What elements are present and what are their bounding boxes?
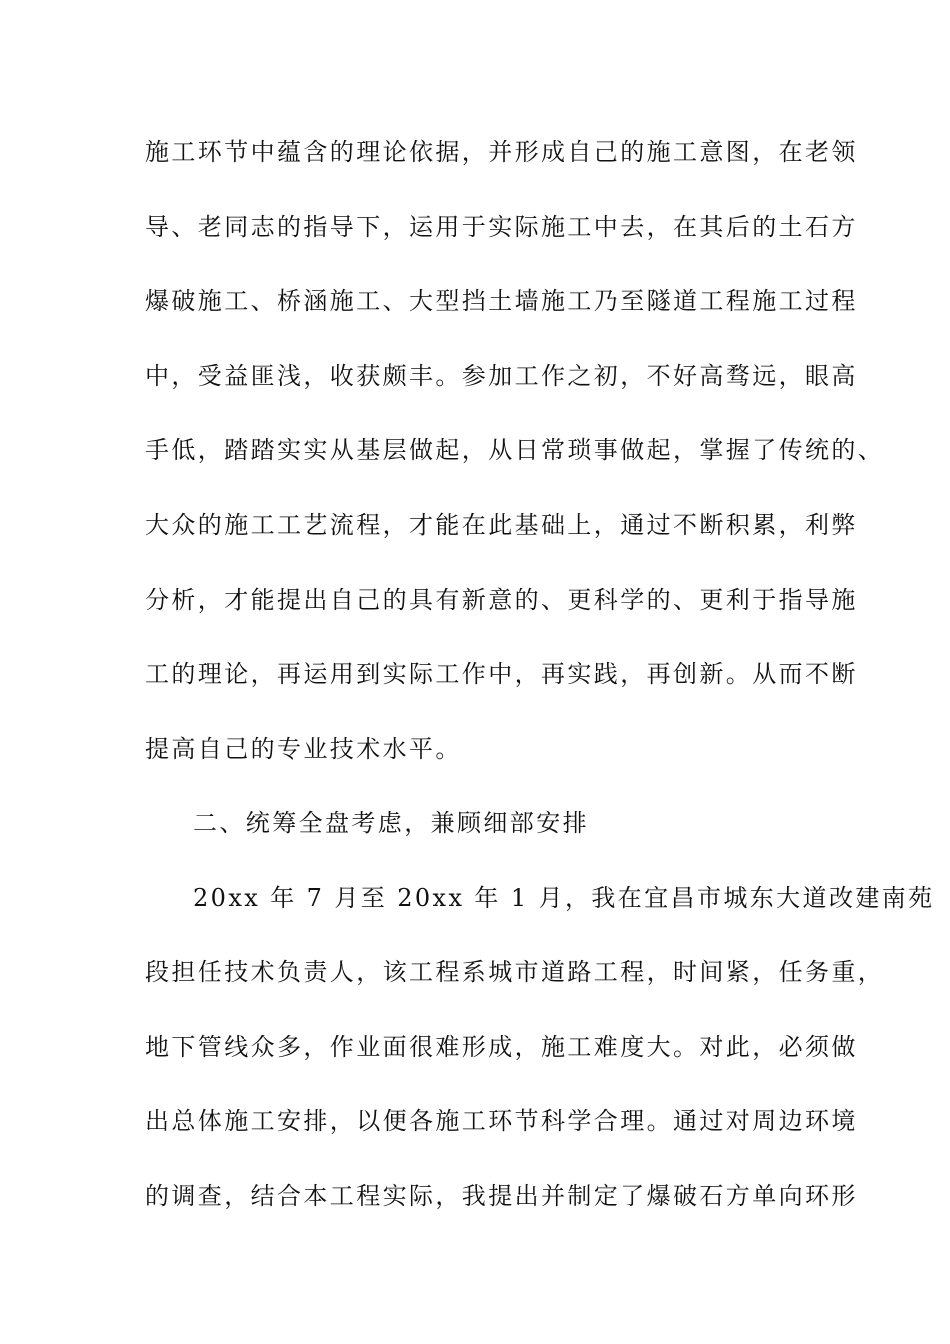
- text-line: 大众的施工工艺流程，才能在此基础上，通过不断积累，利弊: [145, 511, 858, 539]
- text-line: 20xx 年 7 月至 20xx 年 1 月，我在宜昌市城东大道改建南苑: [193, 884, 935, 912]
- text-line: 爆破施工、桥涵施工、大型挡土墙施工乃至隧道工程施工过程: [145, 287, 858, 315]
- text-line: 出总体施工安排，以便各施工环节科学合理。通过对周边环境: [145, 1107, 858, 1135]
- text-line: 分析，才能提出自己的具有新意的、更科学的、更利于指导施: [145, 586, 858, 614]
- text-line: 导、老同志的指导下，运用于实际施工中去，在其后的土石方: [145, 213, 858, 241]
- text-line: 提高自己的专业技术水平。: [145, 735, 462, 763]
- text-line: 施工环节中蕴含的理论依据，并形成自己的施工意图，在老领: [145, 138, 858, 166]
- text-line: 中，受益匪浅，收获颇丰。参加工作之初，不好高骛远，眼高: [145, 362, 858, 390]
- section-heading: 二、统筹全盘考虑，兼顾细部安排: [193, 809, 589, 837]
- text-line: 手低，踏踏实实从基层做起，从日常琐事做起，掌握了传统的、: [145, 436, 885, 464]
- text-line: 工的理论，再运用到实际工作中，再实践，再创新。从而不断: [145, 660, 858, 688]
- text-line: 地下管线众多，作业面很难形成，施工难度大。对此，必须做: [145, 1033, 858, 1061]
- text-line: 的调查，结合本工程实际，我提出并制定了爆破石方单向环形: [145, 1182, 858, 1210]
- text-line: 段担任技术负责人，该工程系城市道路工程，时间紧，任务重，: [145, 958, 885, 986]
